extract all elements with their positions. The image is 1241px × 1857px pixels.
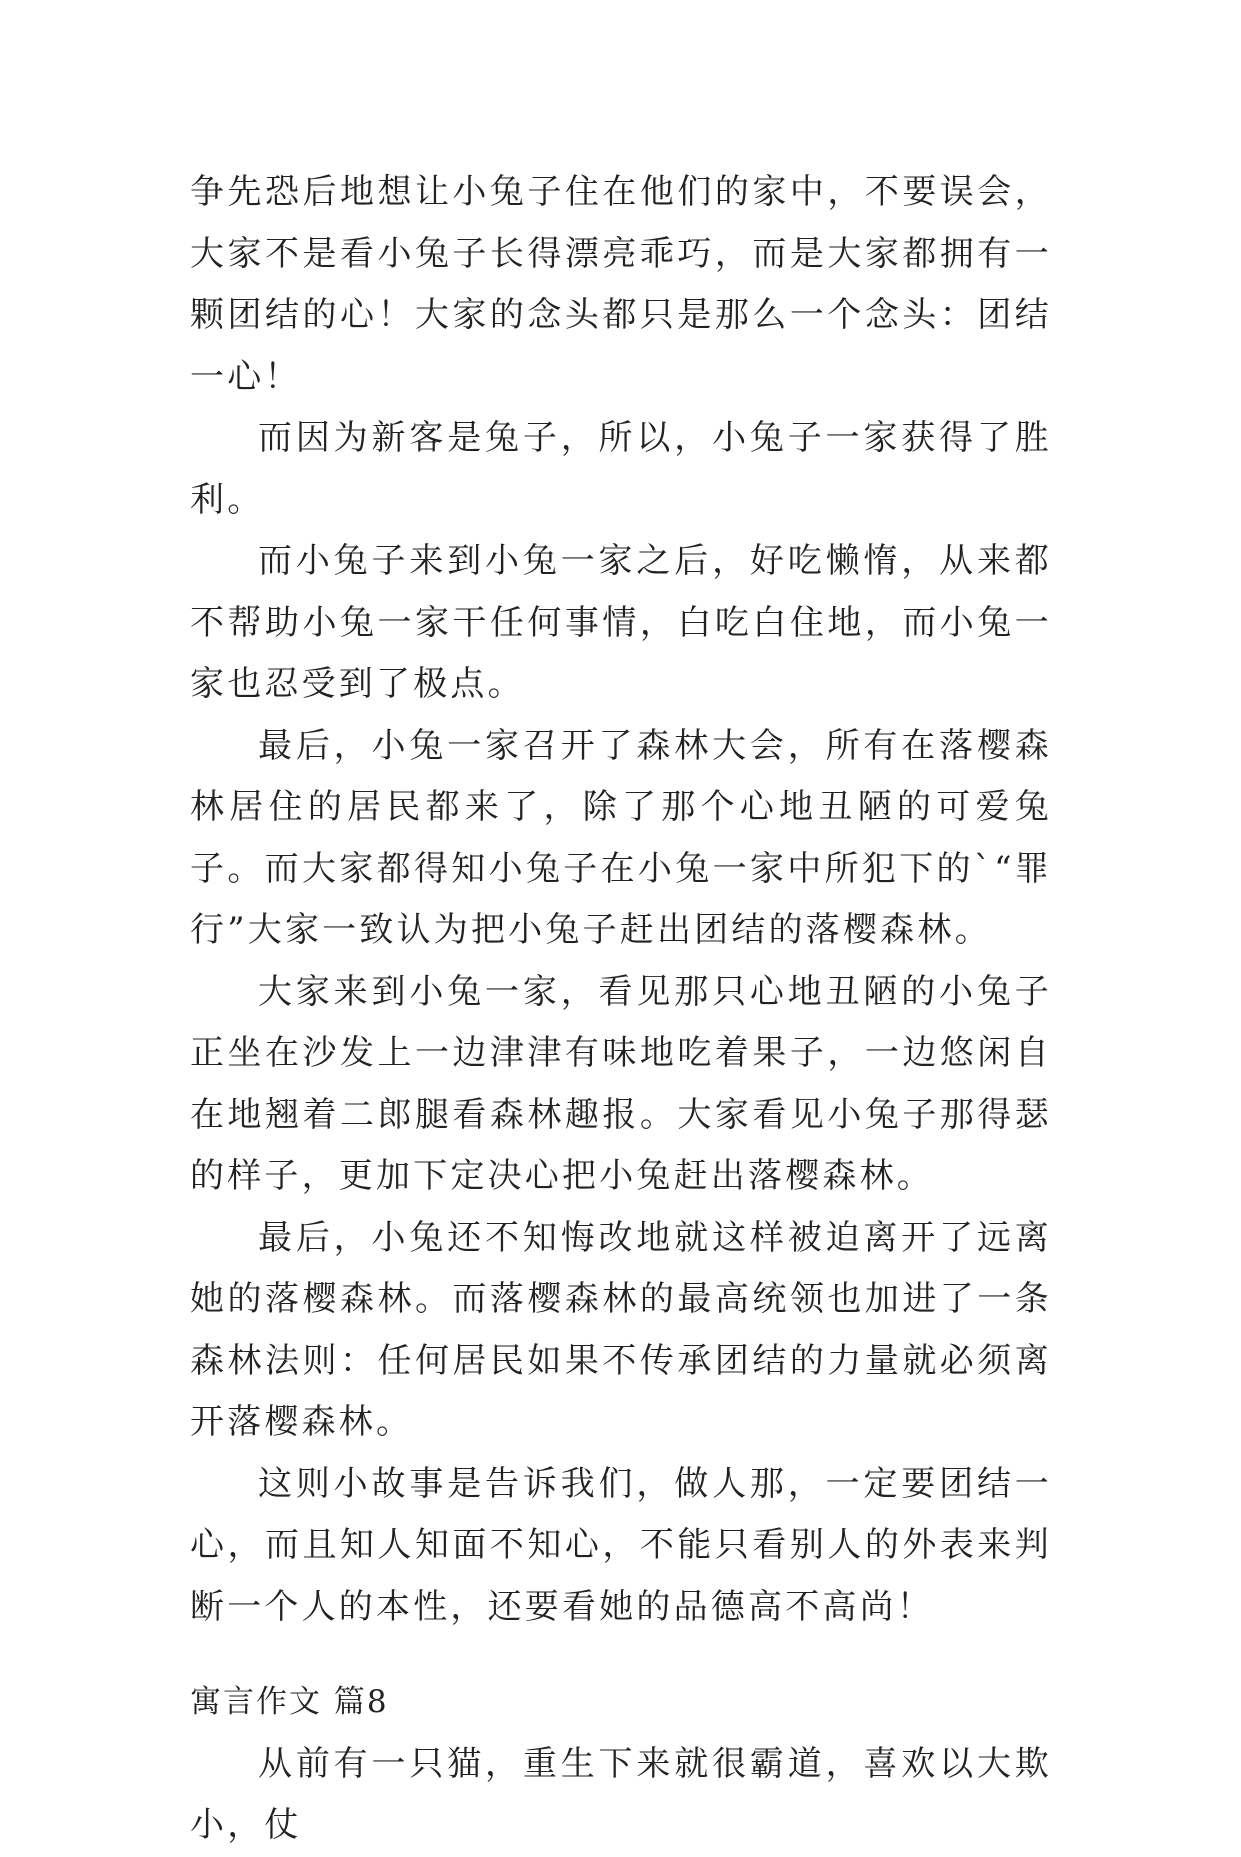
paragraph: 最后，小兔还不知悔改地就这样被迫离开了远离她的落樱森林。而落樱森林的最高统领也加进了一条森林法则：任何居民如果不传承团结的力量就必须离开落樱森林。 [190, 1217, 1052, 1442]
paragraph: 而因为新客是兔子，所以，小兔子一家获得了胜利。 [190, 418, 1052, 520]
paragraph: 最后，小兔一家召开了森林大会，所有在落樱森林居住的居民都来了，除了那个心地丑陋的可爱兔子。而大家都得知小兔子在小兔一家中所犯下的`“罪行”大家一致认为把小兔子赶出团结的落樱森林。 [190, 725, 1052, 950]
paragraph: 而小兔子来到小兔一家之后，好吃懒惰，从来都不帮助小兔一家干任何事情，白吃白住地，而小兔一家也忍受到了极点。 [190, 541, 1052, 704]
paragraph: 这则小故事是告诉我们，做人那，一定要团结一心，而且知人知面不知心，不能只看别人的外表来判断一个人的本性，还要看她的品德高不高尚！ [190, 1463, 1052, 1627]
paragraph: 从前有一只猫，重生下来就很霸道，喜欢以大欺小，仗 [190, 1743, 1052, 1845]
paragraph: 争先恐后地想让小兔子住在他们的家中，不要误会，大家不是看小兔子长得漂亮乖巧，而是大家都拥有一颗团结的心！大家的念头都只是那么一个念头：团结一心！ [190, 172, 1052, 397]
document-body [190, 162, 1052, 1857]
paragraph: 大家来到小兔一家，看见那只心地丑陋的小兔子正坐在沙发上一边津津有味地吃着果子，一边悠闲自在地翘着二郎腿看森林趣报。大家看见小兔子那得瑟的样子，更加下定决心把小兔赶出落樱森林。 [190, 971, 1052, 1196]
section-heading: 寓言作文 篇8 [190, 1684, 389, 1720]
